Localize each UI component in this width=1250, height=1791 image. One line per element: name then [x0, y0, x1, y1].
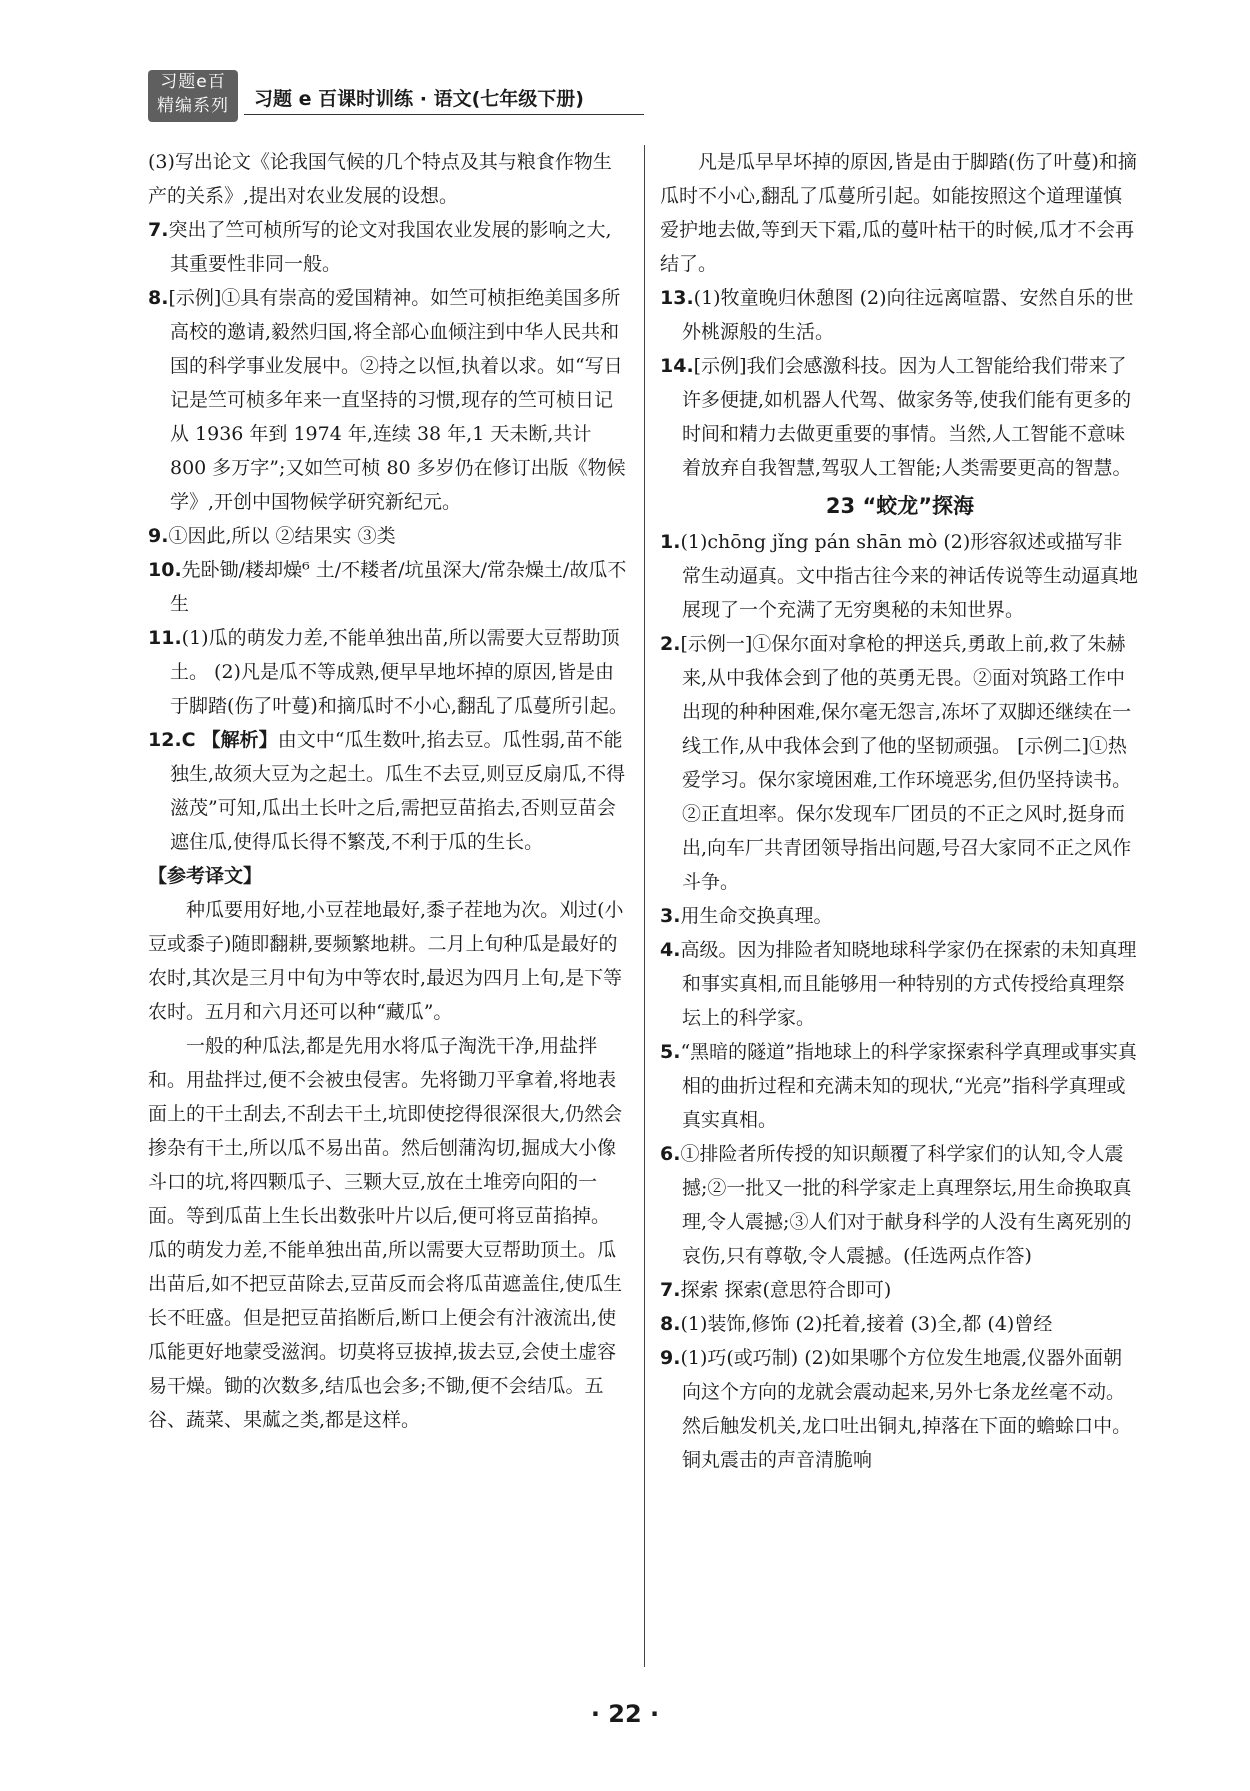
answer-number: 1. — [660, 531, 681, 553]
answer-number: 10. — [148, 559, 182, 581]
answer-choice: C — [181, 729, 196, 751]
book-title: 习题 e 百课时训练 · 语文(七年级下册) — [254, 88, 584, 110]
lesson23-answer-3 — [660, 899, 1140, 933]
answer-10 — [148, 553, 628, 621]
column-divider — [644, 145, 645, 1667]
answer-number: 12. — [148, 729, 182, 751]
answer-number: 8. — [148, 287, 169, 309]
answer-12 — [148, 723, 628, 859]
answer-14 — [660, 349, 1140, 485]
answer-text: 先卧锄/耧却燥⁶ 土/不耧者/坑虽深大/常杂燥土/故瓜不生 — [170, 559, 627, 615]
answer-number: 9. — [148, 525, 169, 547]
answer-text: 高级。因为排险者知晓地球科学家仍在探索的未知真理和事实真相,而且能够用一种特别的方式传授给真理祭坛上的科学家。 — [680, 939, 1137, 1029]
left-column — [148, 145, 628, 1437]
page-header — [148, 68, 648, 124]
lesson23-answer-5 — [660, 1035, 1140, 1137]
right-column — [660, 145, 1140, 1477]
answer-8 — [148, 281, 628, 519]
lesson23-answer-8 — [660, 1307, 1140, 1341]
answer-text: [示例一]①保尔面对拿枪的押送兵,勇敢上前,救了朱赫来,从中我体会到了他的英勇无畏。②面对筑路工作中出现的种种困难,保尔毫无怨言,冻坏了双脚还继续在一线工作,从中我体会到了他的坚韧顽强。 [示例二]①热爱学习。保尔家境困难,工作环境恶劣,但仍坚持读书。②正直坦率。保尔发现车厂团员的不正之风时,挺身而出,向车厂共青团领导指出问题,号召大家同不正之风作斗争。 — [680, 633, 1132, 893]
answer-11 — [148, 621, 628, 723]
section-title: 23 “蛟龙”探海 — [825, 494, 975, 518]
answer-number: 9. — [660, 1347, 681, 1369]
answer-number: 7. — [660, 1279, 681, 1301]
answer-number: 11. — [148, 627, 182, 649]
lesson23-answer-4 — [660, 933, 1140, 1035]
series-logo — [148, 70, 238, 122]
answer-number: 7. — [148, 219, 169, 241]
answer-9 — [148, 519, 628, 553]
answer-text: 探索 探索(意思符合即可) — [680, 1279, 892, 1301]
answer-text: 突出了竺可桢所写的论文对我国农业发展的影响之大,其重要性非同一般。 — [168, 219, 612, 275]
logo-line-1: 习题e百 — [160, 72, 226, 92]
answer-number: 3. — [660, 905, 681, 927]
reference-translation-label: 【参考译文】 — [148, 865, 263, 887]
answer-13 — [660, 281, 1140, 349]
translation-paragraph-3: 凡是瓜早早坏掉的原因,皆是由于脚踏(伤了叶蔓)和摘瓜时不小心,翻乱了瓜蔓所引起。如能按照这个道理谨慎爱护地去做,等到天下霜,瓜的蔓叶枯干的时候,瓜才不会再结了。 — [660, 151, 1137, 275]
answer-text: ①因此,所以 ②结果实 ③类 — [168, 525, 396, 547]
answer-text: [示例]①具有崇高的爱国精神。如竺可桢拒绝美国多所高校的邀请,毅然归国,将全部心血倾注到中华人民共和国的科学事业发展中。②持之以恒,执着以求。如“写日记是竺可桢多年来一直坚持的习惯,现存的竺可桢日记从 1936 年到 1974 年,连续 38 年,1 天未断,共计 800 多万字”;又如竺可桢 80 多岁仍在修订出版《物候学》,开创中国物候学研究新纪元。 — [168, 287, 626, 513]
answer-text: “黑暗的隧道”指地球上的科学家探索科学真理或事实真相的曲折过程和充满未知的现状,“光亮”指科学真理或真实真相。 — [680, 1041, 1137, 1131]
answer-number: 2. — [660, 633, 681, 655]
answer-text: 由文中“瓜生数叶,掐去豆。瓜性弱,苗不能独生,故须大豆为之起土。瓜生不去豆,则豆反扇瓜,不得滋茂”可知,瓜出土长叶之后,需把豆苗掐去,否则豆苗会遮住瓜,使得瓜长得不繁茂,不利于瓜的生长。 — [170, 729, 626, 853]
answer-number: 8. — [660, 1313, 681, 1335]
answer-continuation: (3)写出论文《论我国气候的几个特点及其与粮食作物生产的关系》,提出对农业发展的设想。 — [148, 151, 612, 207]
answer-text: (1)chōng jǐng pán shān mò (2)形容叙述或描写非常生动逼真。文中指古往今来的神话传说等生动逼真地展现了一个充满了无穷奥秘的未知世界。 — [680, 531, 1139, 621]
lesson23-answer-1 — [660, 525, 1140, 627]
answer-text: (1)牧童晚归休憩图 (2)向往远离喧嚣、安然自乐的世外桃源般的生活。 — [682, 287, 1134, 343]
translation-paragraph-2: 一般的种瓜法,都是先用水将瓜子淘洗干净,用盐拌和。用盐拌过,便不会被虫侵害。先将锄刀平拿着,将地表面上的干土刮去,不刮去干土,坑即使挖得很深很大,仍然会掺杂有干土,所以瓜不易出苗。然后刨蒲沟切,掘成大小像斗口的坑,将四颗瓜子、三颗大豆,放在土堆旁向阳的一面。等到瓜苗上生长出数张叶片以后,便可将豆苗掐掉。瓜的萌发力差,不能单独出苗,所以需要大豆帮助顶土。瓜出苗后,如不把豆苗除去,豆苗反而会将瓜苗遮盖住,使瓜生长不旺盛。但是把豆苗掐断后,断口上便会有汁液流出,使瓜能更好地蒙受滋润。切莫将豆拔掉,拔去豆,会使土虚容易干燥。锄的次数多,结瓜也会多;不锄,便不会结瓜。五谷、蔬菜、果蓏之类,都是这样。 — [148, 1035, 623, 1431]
lesson23-answer-9 — [660, 1341, 1140, 1477]
lesson23-answer-6 — [660, 1137, 1140, 1273]
answer-text: (1)瓜的萌发力差,不能单独出苗,所以需要大豆帮助顶土。 (2)凡是瓜不等成熟,便早早地坏掉的原因,皆是由于脚踏(伤了叶蔓)和摘瓜时不小心,翻乱了瓜蔓所引起。 — [170, 627, 628, 717]
lesson23-answer-7 — [660, 1273, 1140, 1307]
answer-number: 6. — [660, 1143, 681, 1165]
page-number: · 22 · — [590, 1700, 660, 1728]
answer-number: 4. — [660, 939, 681, 961]
answer-number: 14. — [660, 355, 694, 377]
answer-text: (1)装饰,修饰 (2)托着,接着 (3)全,都 (4)曾经 — [680, 1313, 1053, 1335]
translation-paragraph-1: 种瓜要用好地,小豆茬地最好,黍子茬地为次。刈过(小豆或黍子)随即翻耕,要频繁地耕。二月上旬种瓜是最好的农时,其次是三月中旬为中等农时,最迟为四月上旬,是下等农时。五月和六月还可以种“藏瓜”。 — [148, 899, 624, 1023]
logo-line-2: 精编系列 — [157, 96, 229, 116]
header-rule — [244, 114, 644, 115]
lesson23-answer-2 — [660, 627, 1140, 899]
answer-7 — [148, 213, 628, 281]
answer-text: [示例]我们会感激科技。因为人工智能给我们带来了许多便捷,如机器人代驾、做家务等,使我们能有更多的时间和精力去做更重要的事情。当然,人工智能不意味着放弃自我智慧,驾驭人工智能;人类需要更高的智慧。 — [682, 355, 1132, 479]
answer-text: ①排险者所传授的知识颠覆了科学家们的认知,令人震撼;②一批又一批的科学家走上真理祭坛,用生命换取真理,令人震撼;③人们对于献身科学的人没有生离死别的哀伤,只有尊敬,令人震撼。(任选两点作答) — [680, 1143, 1132, 1267]
analysis-label: 【解析】 — [201, 729, 278, 751]
answer-number: 5. — [660, 1041, 681, 1063]
answer-text: 用生命交换真理。 — [680, 905, 833, 927]
answer-number: 13. — [660, 287, 694, 309]
answer-text: (1)巧(或巧制) (2)如果哪个方位发生地震,仪器外面朝向这个方向的龙就会震动起来,另外七条龙丝毫不动。然后触发机关,龙口吐出铜丸,掉落在下面的蟾蜍口中。铜丸震击的声音清脆响 — [680, 1347, 1132, 1471]
